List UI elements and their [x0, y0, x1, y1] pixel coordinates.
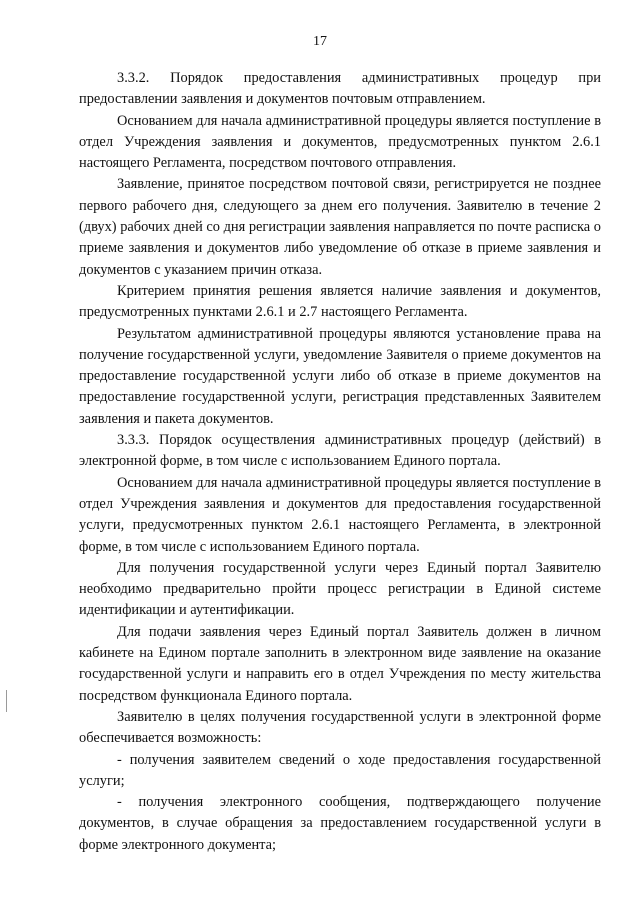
paragraph-decision-criterion: Критерием принятия решения является наличие заявления и документов, предусмотренных пунктами 2.6.1 и 2.7 настоящего Регламента.	[79, 282, 601, 321]
paragraph-postal-registration: Заявление, принятое посредством почтовой связи, регистрируется не позднее первого рабочего дня, следующего за днем его получения. Заявителю в течение 2 (двух) рабочих дней со дня регистрации заявления направляется по почте расписка о приеме заявления и документов либо уведомление об отказе в приеме заявления и документов с указанием причин отказа.	[79, 176, 601, 278]
document-body	[79, 68, 601, 856]
list-item-status-info: - получения заявителем сведений о ходе предоставления государственной услуги;	[79, 751, 601, 789]
scan-margin-mark	[6, 690, 7, 712]
paragraph-basis-postal: Основанием для начала административной процедуры является поступление в отдел Учреждения заявления и документов, предусмотренных пунктом 2.6.1 настоящего Регламента, посредством почтового отправления.	[79, 112, 601, 172]
paragraph-portal-submission: Для подачи заявления через Единый портал Заявитель должен в личном кабинете на Едином портале заполнить в электронном виде заявление на оказание государственной услуги и направить его в отдел Учреждения по месту жительства посредством функционала Единого портала.	[79, 623, 601, 704]
list-item-receipt-confirmation: - получения электронного сообщения, подтверждающего получение документов, в случае обращения за предоставлением государственной услуги в форме электронного документа;	[79, 794, 601, 853]
section-3-3-3-heading: 3.3.3. Порядок осуществления административных процедур (действий) в электронной форме, в том числе с использованием Единого портала.	[79, 432, 601, 470]
paragraph-basis-electronic: Основанием для начала административной процедуры является поступление в отдел Учреждения заявления и документов для предоставления государственной услуги, предусмотренных пунктом 2.6.1 настоящего Регламента, в электронной форме, в том числе с использованием Единого портала.	[79, 474, 601, 555]
paragraph-procedure-result: Результатом административной процедуры являются установление права на получение государственной услуги, уведомление Заявителя о приеме документов на предоставление государственной услуги либо об отказе в приеме документов на предоставление государственной услуги, регистрация представленных Заявителем заявления и пакета документов.	[79, 325, 601, 427]
page-number: 17	[313, 34, 327, 49]
section-3-3-2-heading: 3.3.2. Порядок предоставления административных процедур при предоставлении заявления и документов почтовым отправлением.	[79, 70, 601, 108]
paragraph-portal-registration: Для получения государственной услуги через Единый портал Заявителю необходимо предварительно пройти процесс регистрации в Единой системе идентификации и аутентификации.	[79, 559, 601, 619]
paragraph-electronic-capabilities: Заявителю в целях получения государственной услуги в электронной форме обеспечивается возможность:	[79, 708, 601, 747]
